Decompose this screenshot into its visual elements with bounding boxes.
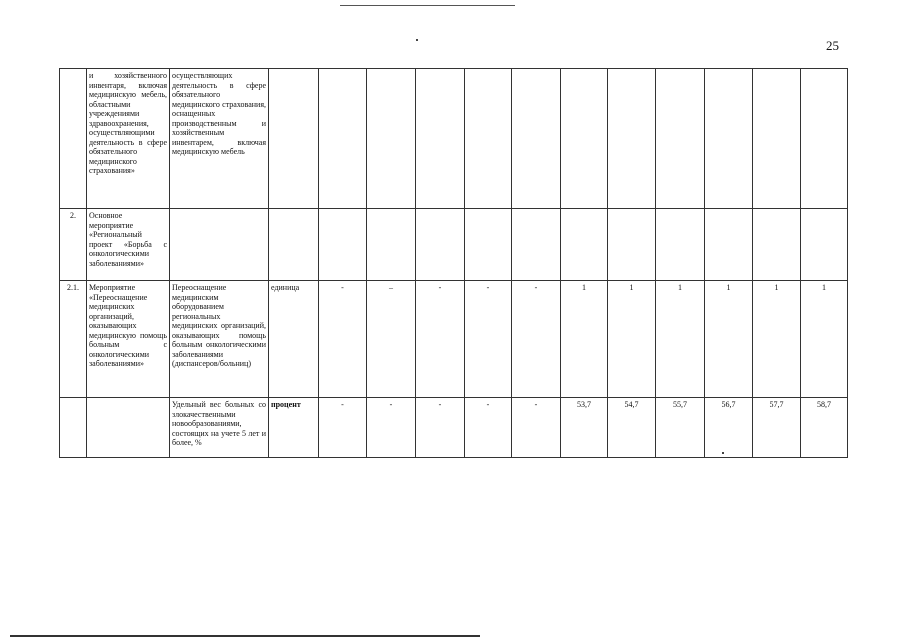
- value-cell: 58,7: [801, 398, 848, 458]
- value-cell: [801, 69, 848, 209]
- value-cell: [319, 69, 367, 209]
- value-cell: [753, 209, 801, 281]
- value-cell: -: [416, 398, 465, 458]
- value-cell: [801, 209, 848, 281]
- indicator-cell: осуществляющих деятельность в сфере обязательного медицинского страхования, оснащенных производственным и хозяйственным инвентарем, включая медицинскую мебель: [170, 69, 269, 209]
- value-cell: -: [416, 281, 465, 398]
- event-cell: [87, 398, 170, 458]
- value-cell: [561, 69, 608, 209]
- value-cell: [608, 69, 656, 209]
- table-row: [60, 281, 848, 398]
- value-cell: [512, 69, 561, 209]
- event-cell: Основное мероприятие «Региональный проект «Борьба с онкологическими заболеваниями»: [87, 209, 170, 281]
- value-cell: -: [319, 281, 367, 398]
- value-cell: 56,7: [705, 398, 753, 458]
- indicator-cell: [170, 209, 269, 281]
- value-cell: [319, 209, 367, 281]
- value-cell: -: [319, 398, 367, 458]
- value-cell: 1: [608, 281, 656, 398]
- unit-cell: [269, 69, 319, 209]
- value-cell: [656, 69, 705, 209]
- table-row: [60, 69, 848, 209]
- value-cell: –: [367, 281, 416, 398]
- value-cell: 1: [801, 281, 848, 398]
- value-cell: -: [465, 398, 512, 458]
- value-cell: [705, 69, 753, 209]
- program-table: [59, 68, 848, 458]
- row-number: 2.1.: [60, 281, 87, 398]
- value-cell: -: [512, 398, 561, 458]
- row-number: [60, 69, 87, 209]
- value-cell: [367, 69, 416, 209]
- value-cell: 55,7: [656, 398, 705, 458]
- table-row: [60, 209, 848, 281]
- value-cell: [705, 209, 753, 281]
- bottom-rule: [10, 635, 480, 637]
- event-cell: Мероприятие «Переоснащение медицинских организаций, оказывающих медицинскую помощь больным с онкологическими заболеваниями»: [87, 281, 170, 398]
- value-cell: -: [367, 398, 416, 458]
- indicator-cell: Переоснащение медицинским оборудованием региональных медицинских организаций, оказывающих помощь больным онкологическими заболеваниями (диспансеров/больниц): [170, 281, 269, 398]
- value-cell: [512, 209, 561, 281]
- unit-cell: единица: [269, 281, 319, 398]
- event-cell: и хозяйственного инвентаря, включая медицинскую мебель, областными учреждениями здравоохранения, осуществляющими деятельность в сфере обязательного медицинского страхования»: [87, 69, 170, 209]
- value-cell: 1: [561, 281, 608, 398]
- value-cell: [465, 69, 512, 209]
- top-rule: [340, 5, 515, 6]
- value-cell: 1: [705, 281, 753, 398]
- unit-cell: [269, 209, 319, 281]
- value-cell: [465, 209, 512, 281]
- scan-speck: [416, 39, 418, 41]
- value-cell: 54,7: [608, 398, 656, 458]
- row-number: 2.: [60, 209, 87, 281]
- table-row: [60, 398, 848, 458]
- value-cell: [561, 209, 608, 281]
- value-cell: 57,7: [753, 398, 801, 458]
- value-cell: [753, 69, 801, 209]
- value-cell: [608, 209, 656, 281]
- value-cell: -: [465, 281, 512, 398]
- row-number: [60, 398, 87, 458]
- value-cell: 1: [753, 281, 801, 398]
- value-cell: [367, 209, 416, 281]
- value-cell: [416, 209, 465, 281]
- unit-cell: процент: [269, 398, 319, 458]
- page-number: 25: [826, 38, 839, 53]
- value-cell: 1: [656, 281, 705, 398]
- value-cell: [416, 69, 465, 209]
- value-cell: [656, 209, 705, 281]
- value-cell: -: [512, 281, 561, 398]
- indicator-cell: Удельный вес больных со злокачественными новообразованиями, состоящих на учете 5 лет и более, %: [170, 398, 269, 458]
- value-cell: 53,7: [561, 398, 608, 458]
